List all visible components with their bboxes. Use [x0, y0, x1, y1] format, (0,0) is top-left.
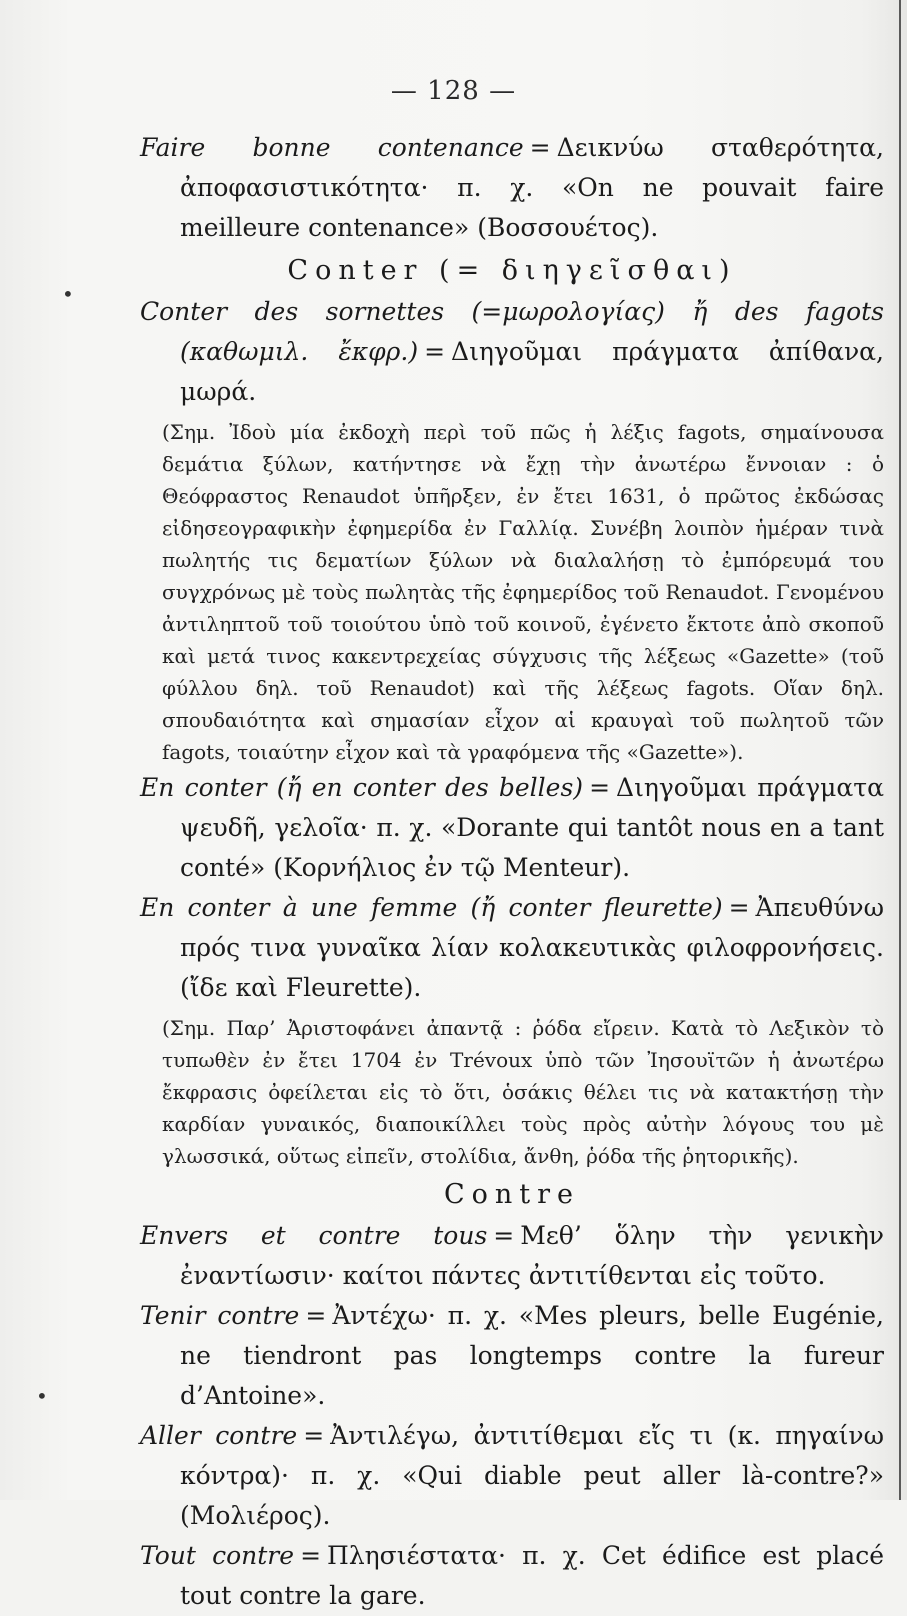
section-heading-conter: Conter (= διηγεῖσθαι) [287, 255, 737, 286]
entry-en-conter [140, 768, 884, 888]
entry-definition: Πλησιέστατα· π. χ. Cet édifice est placé tout contre la gare. [180, 1541, 884, 1610]
entry-term: Conter des sornettes [140, 297, 445, 326]
entry-term: Faire bonne contenance [140, 133, 524, 162]
equals-sign: = [529, 133, 551, 162]
equals-sign: = [303, 1421, 325, 1450]
note-fagots: (Σημ. Ἰδοὺ μία ἐκδοχὴ περὶ τοῦ πῶς ἡ λέξις fagots, σημαίνουσα δεμάτια ξύλων, κατήντησε νὰ ἔχῃ τὴν ἀνωτέρω ἔννοιαν : ὁ Θεόφραστος Renaudot ὑπῆρξεν, ἐν ἔτει 1631, ὁ πρῶτος ἐκδώσας εἰδησεογραφικὴν ἐφημερίδα ἐν Γαλλίᾳ. Συνέβη λοιπὸν ἡμέραν τινὰ πωλητής τις δεματίων ξύλων νὰ διαλαλήσῃ τὸ ἐμπόρευμά του συγχρόνως μὲ τοὺς πωλητὰς τῆς ἐφημερίδος τοῦ Renaudot. Γενομένου ἀντιληπτοῦ τοῦ τοιούτου ὑπὸ τοῦ κοινοῦ, ἐγένετο ἔκτοτε ἀπὸ σκοποῦ καὶ μετά τινος κακεντρεχείας σύγχυσις τῆς λέξεως «Gazette» (τοῦ φύλλου δηλ. τοῦ Renaudot) καὶ τῆς λέξεως fagots. Οἵαν δηλ. σπουδαιότητα καὶ σημασίαν εἶχον αἱ κραυγαὶ τοῦ πωλητοῦ τῶν fagots, τοιαύτην εἶχον καὶ τὰ γραφόμενα τῆς «Gazette»). [162, 420, 884, 764]
entry-tenir-contre [140, 1296, 884, 1416]
entry-tout-contre [140, 1536, 884, 1616]
margin-dot: • [36, 1384, 48, 1408]
equals-sign: = [305, 1301, 327, 1330]
entry-faire-bonne-contenance [140, 128, 884, 248]
page-number: — 128 — [390, 76, 517, 106]
entry-paren-close: ) [712, 893, 723, 922]
equals-sign: = [300, 1541, 322, 1570]
entry-or: ἤ [692, 297, 708, 326]
equals-sign: = [493, 1221, 515, 1250]
entry-term: En conter à une femme [140, 893, 458, 922]
entry-term-gloss: (καθωμιλ. ἔκφρ.) [180, 337, 419, 366]
entry-definition: Διηγοῦμαι πράγματα ἀπίθανα, μωρά. [180, 337, 884, 406]
entry-en-conter-a-une-femme [140, 888, 884, 1008]
entry-term: Tenir contre [140, 1301, 300, 1330]
page-content [140, 128, 884, 1616]
entry-definition: Ἀντιλέγω, ἀντιτίθεμαι εἴς τι (κ. πηγαίνω κόντρα)· π. χ. «Qui diable peut aller là-contre?» (Μολιέρος). [180, 1421, 884, 1530]
entry-term: En conter [140, 773, 267, 802]
equals-sign: = [424, 337, 446, 366]
entry-term: Aller contre [140, 1421, 298, 1450]
section-heading-contre: Contre [443, 1179, 581, 1210]
entry-term: Tout contre [140, 1541, 295, 1570]
entry-definition: Ἀντέχω· π. χ. «Mes pleurs, belle Eugénie, ne tiendront pas longtemps contre la fureur d’Antoine». [180, 1301, 884, 1410]
entry-term: Envers et contre tous [140, 1221, 488, 1250]
entry-paren-open: (ἤ [276, 773, 302, 802]
page-edge-line [899, 0, 901, 1500]
entry-definition: Δεικνύω σταθερότητα, ἀποφασιστικότητα· π. χ. «On ne pouvait faire meilleure contenance» (Βοσσουέτος). [180, 133, 884, 242]
entry-paren-open: (ἤ [470, 893, 496, 922]
entry-aller-contre [140, 1416, 884, 1536]
entry-term-gloss: (=μωρολογίας) [471, 297, 665, 326]
entry-definition: Διηγοῦμαι πράγματα ψευδῆ, γελοῖα· π. χ. «Dorante qui tantôt nous en a tant conté» (Κορνήλιος ἐν τῷ Menteur). [180, 773, 884, 882]
entry-envers-et-contre-tous [140, 1216, 884, 1296]
entry-term-alt: des fagots [734, 297, 885, 326]
entry-paren-close: ) [573, 773, 584, 802]
note-fleurette: (Σημ. Παρ’ Ἀριστοφάνει ἀπαντᾷ : ῥόδα εἴρειν. Κατὰ τὸ Λεξικὸν τὸ τυπωθὲν ἐν ἔτει 1704 ἐν Trévoux ὑπὸ τῶν Ἰησουϊτῶν ἡ ἀνωτέρω ἔκφρασις ὀφείλεται εἰς τὸ ὅτι, ὁσάκις θέλει τις νὰ κατακτήσῃ τὴν καρδίαν γυναικός, διαποικίλλει τοὺς πρὸς αὐτὴν λόγους του μὲ γλωσσικά, οὕτως εἰπεῖν, στολίδια, ἄνθη, ῥόδα τῆς ῥητορικῆς). [162, 1016, 884, 1168]
equals-sign: = [728, 893, 750, 922]
entry-conter-des-sornettes [140, 292, 884, 412]
entry-term-alt: conter fleurette [508, 893, 713, 922]
entry-definition: Ἀπευθύνω πρός τινα γυναῖκα λίαν κολακευτικὰς φιλοφρονήσεις. (ἴδε καὶ Fleurette). [180, 893, 884, 1002]
equals-sign: = [589, 773, 611, 802]
entry-term-alt: en conter des belles [311, 773, 574, 802]
entry-definition: Μεθ’ ὅλην τὴν γενικὴν ἐναντίωσιν· καίτοι πάντες ἀντιτίθενται εἰς τοῦτο. [180, 1221, 884, 1290]
margin-dot: • [62, 282, 74, 306]
